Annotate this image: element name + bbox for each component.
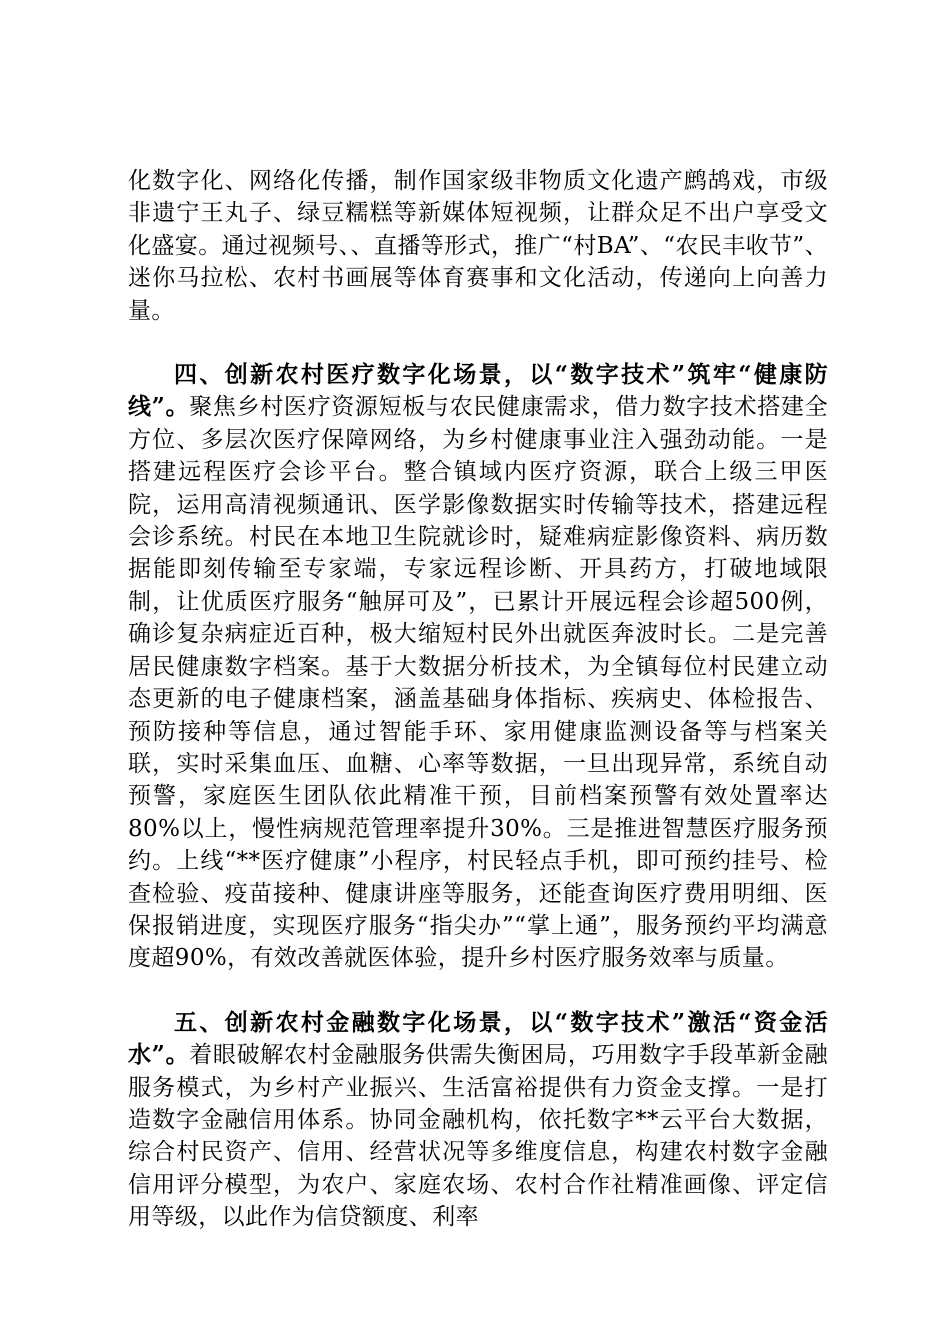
paragraph-gap	[128, 975, 828, 1007]
paragraph-body: 化数字化、网络化传播，制作国家级非物质文化遗产鹧鸪戏，市级非遗宁王丸子、绿豆糯糕等新媒体短视频，让群众足不出户享受文化盛宴。通过视频号、、直播等形式，推广“村BA”、“农民丰收节”、迷你马拉松、农村书画展等体育赛事和文化活动，传递向上向善力量。	[128, 168, 828, 324]
paragraph-gap	[128, 327, 828, 359]
paragraph-section-five-finance	[128, 1007, 828, 1234]
section-heading: 五、创新农村金融数字化场景，以“数字技术”激活“资金活水”。	[128, 1008, 828, 1069]
paragraph-section-four-medical	[128, 359, 828, 975]
paragraph-body: 着眼破解农村金融服务供需失衡困局，巧用数字手段革新金融服务模式，为乡村产业振兴、生活富裕提供有力资金支撑。一是打造数字金融信用体系。协同金融机构，依托数字**云平台大数据，综合村民资产、信用、经营状况等多维度信息，构建农村数字金融信用评分模型，为农户、家庭农场、农村合作社精准画像、评定信用等级，以此作为信贷额度、利率	[128, 1042, 828, 1231]
paragraph-body: 聚焦乡村医疗资源短板与农民健康需求，借力数字技术搭建全方位、多层次医疗保障网络，为乡村健康事业注入强劲动能。一是搭建远程医疗会诊平台。整合镇域内医疗资源，联合上级三甲医院，运用高清视频通讯、医学影像数据实时传输等技术，搭建远程会诊系统。村民在本地卫生院就诊时，疑难病症影像资料、病历数据能即刻传输至专家端，专家远程诊断、开具药方，打破地域限制，让优质医疗服务“触屏可及”，已累计开展远程会诊超500例，确诊复杂病症近百种，极大缩短村民外出就医奔波时长。二是完善居民健康数字档案。基于大数据分析技术，为全镇每位村民建立动态更新的电子健康档案，涵盖基础身体指标、疾病史、体检报告、预防接种等信息，通过智能手环、家用健康监测设备等与档案关联，实时采集血压、血糖、心率等数据，一旦出现异常，系统自动预警，家庭医生团队依此精准干预，目前档案预警有效处置率达80%以上，慢性病规范管理率提升30%。三是推进智慧医疗服务预约。上线“**医疗健康”小程序，村民轻点手机，即可预约挂号、检查检验、疫苗接种、健康讲座等服务，还能查询医疗费用明细、医保报销进度，实现医疗服务“指尖办”“掌上通”，服务预约平均满意度超90%，有效改善就医体验，提升乡村医疗服务效率与质量。	[128, 394, 828, 972]
document-page	[128, 165, 828, 1234]
paragraph-culture-continued	[128, 165, 828, 327]
section-heading: 四、创新农村医疗数字化场景，以“数字技术”筑牢“健康防线”。	[128, 361, 828, 421]
